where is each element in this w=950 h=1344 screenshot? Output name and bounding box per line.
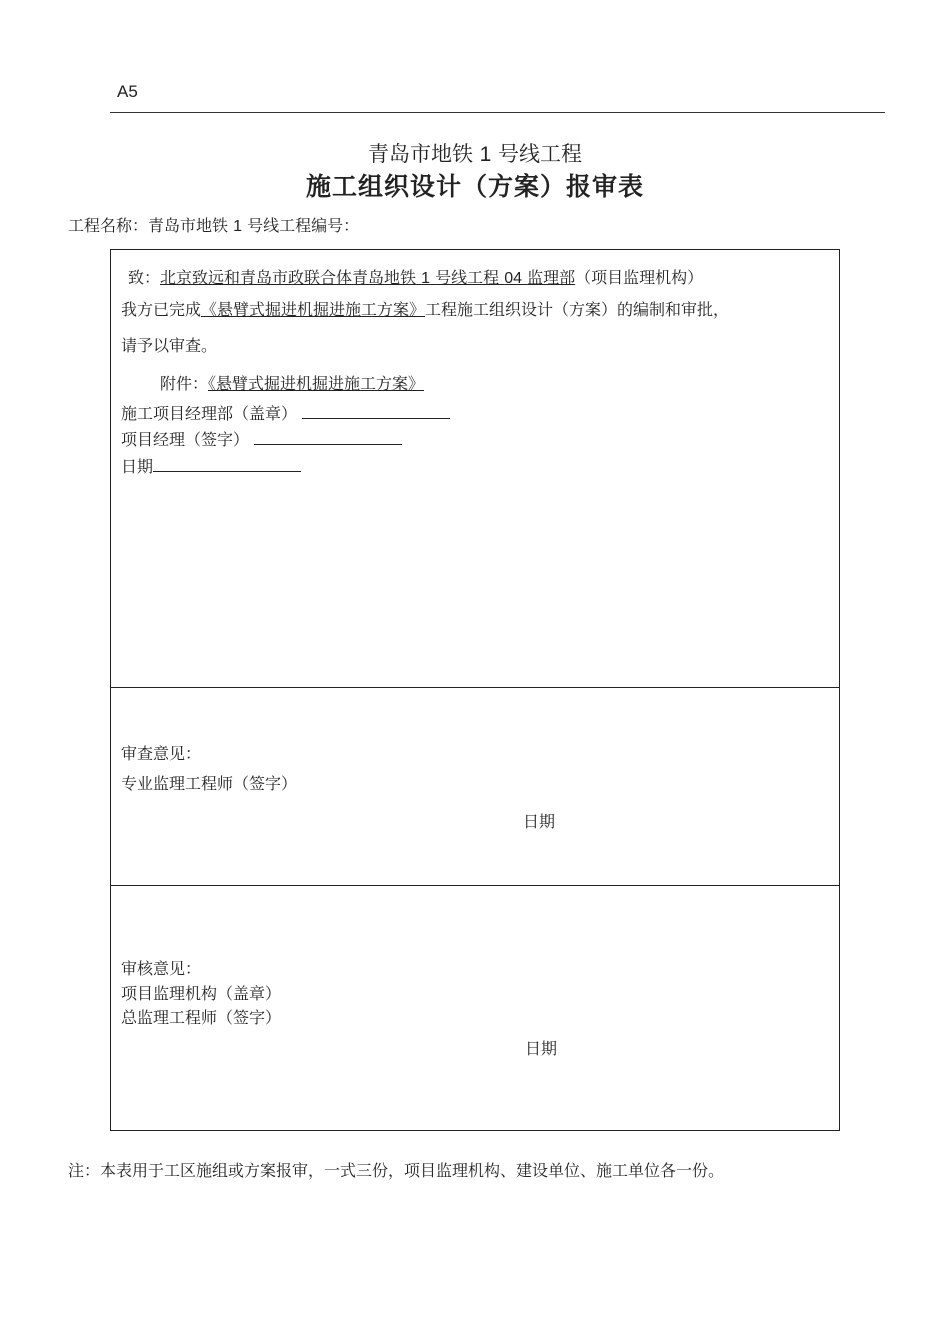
supervision-org-stamp-label: 项目监理机构（盖章） <box>121 984 282 1003</box>
submission-body-line-2: 请予以审查。 <box>121 336 218 355</box>
plan-name: 《悬臂式掘进机掘进施工方案》 <box>201 300 426 319</box>
section-divider-1 <box>110 687 840 688</box>
recipient-role: （项目监理机构） <box>575 268 704 287</box>
supervising-engineer-sign-label: 专业监理工程师（签字） <box>121 774 298 793</box>
to-label: 致： <box>128 268 161 287</box>
section-divider-2 <box>110 885 840 886</box>
attachment-label: 附件： <box>160 374 209 393</box>
subtitle-prefix: 青岛市地铁 <box>367 142 473 166</box>
project-name-prefix: 工程名称：青岛市地铁 <box>68 216 229 235</box>
project-manager-sign-line: 项目经理（签字） <box>121 427 402 450</box>
form-code: A5 <box>117 82 138 101</box>
date-blank <box>153 456 301 472</box>
attachment-name: 《悬臂式掘进机掘进施工方案》 <box>208 374 425 393</box>
signature-blank <box>254 429 402 445</box>
review-date-label: 日期 <box>523 812 556 831</box>
subtitle-suffix: 号线工程 <box>498 142 583 166</box>
contractor-dept-stamp-line: 施工项目经理部（盖章） <box>121 401 450 424</box>
chief-engineer-sign-label: 总监理工程师（签字） <box>121 1008 282 1027</box>
project-line-number: 1 <box>233 218 243 235</box>
recipient-name: 北京致远和青岛市政联合体青岛地铁 1 号线工程 04 监理部 <box>160 268 576 287</box>
stamp-blank <box>302 403 450 419</box>
project-name-suffix: 号线工程编号： <box>247 216 360 235</box>
submission-date-line: 日期 <box>121 454 301 477</box>
project-name-line <box>68 213 359 236</box>
recipient-line <box>128 265 703 288</box>
approval-opinion-label: 审核意见： <box>121 959 202 978</box>
attachment-line <box>160 371 424 394</box>
footer-note: 注：本表用于工区施组或方案报审，一式三份，项目监理机构、建设单位、施工单位各一份。 <box>68 1161 725 1180</box>
submission-body-line-1: 我方已完成《悬臂式掘进机掘进施工方案》工程施工组织设计（方案）的编制和审批， <box>121 300 730 319</box>
header-rule <box>110 112 885 113</box>
review-opinion-label: 审查意见： <box>121 744 202 763</box>
subtitle-line-number: 1 <box>479 143 492 166</box>
approval-date-label: 日期 <box>525 1039 558 1058</box>
document-subtitle <box>0 138 950 168</box>
document-title: 施工组织设计（方案）报审表 <box>305 172 644 201</box>
